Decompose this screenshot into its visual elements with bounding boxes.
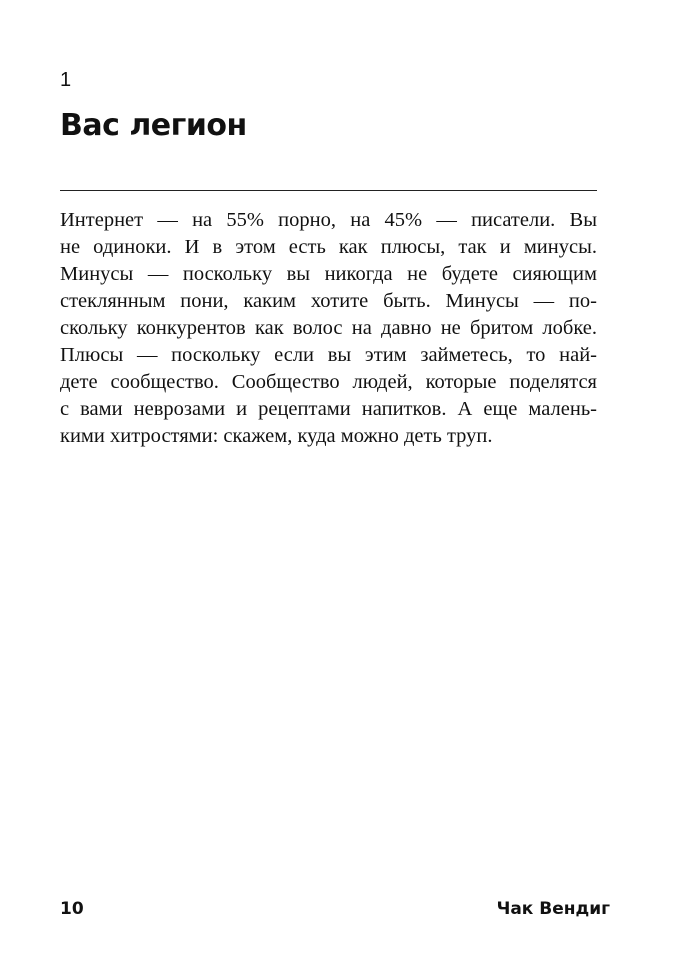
body-line: Интернет — на 55% порно, на 45% — писатели. Вы bbox=[60, 209, 597, 231]
body-line: дете сообщество. Сообщество людей, которые поделятся bbox=[60, 371, 597, 393]
body-line: не одиноки. И в этом есть как плюсы, так и минусы. bbox=[60, 236, 597, 258]
body-paragraph bbox=[60, 207, 597, 450]
body-line: скольку конкурентов как волос на давно не бритом лобке. bbox=[60, 317, 597, 339]
chapter-number: 1 bbox=[60, 69, 72, 91]
body-line: кими хитростями: скажем, куда можно деть труп. bbox=[60, 425, 493, 447]
running-footer-author: Чак Вендиг bbox=[496, 899, 610, 919]
page-number: 10 bbox=[60, 899, 84, 919]
body-line: Минусы — поскольку вы никогда не будете сияющим bbox=[60, 263, 597, 285]
body-line: стеклянным пони, каким хотите быть. Минусы — по- bbox=[60, 290, 597, 312]
chapter-title: Вас легион bbox=[60, 108, 247, 143]
body-line: Плюсы — поскольку если вы этим займетесь, то най- bbox=[60, 344, 597, 366]
title-divider bbox=[60, 190, 597, 191]
body-line: с вами неврозами и рецептами напитков. А еще малень- bbox=[60, 398, 597, 420]
